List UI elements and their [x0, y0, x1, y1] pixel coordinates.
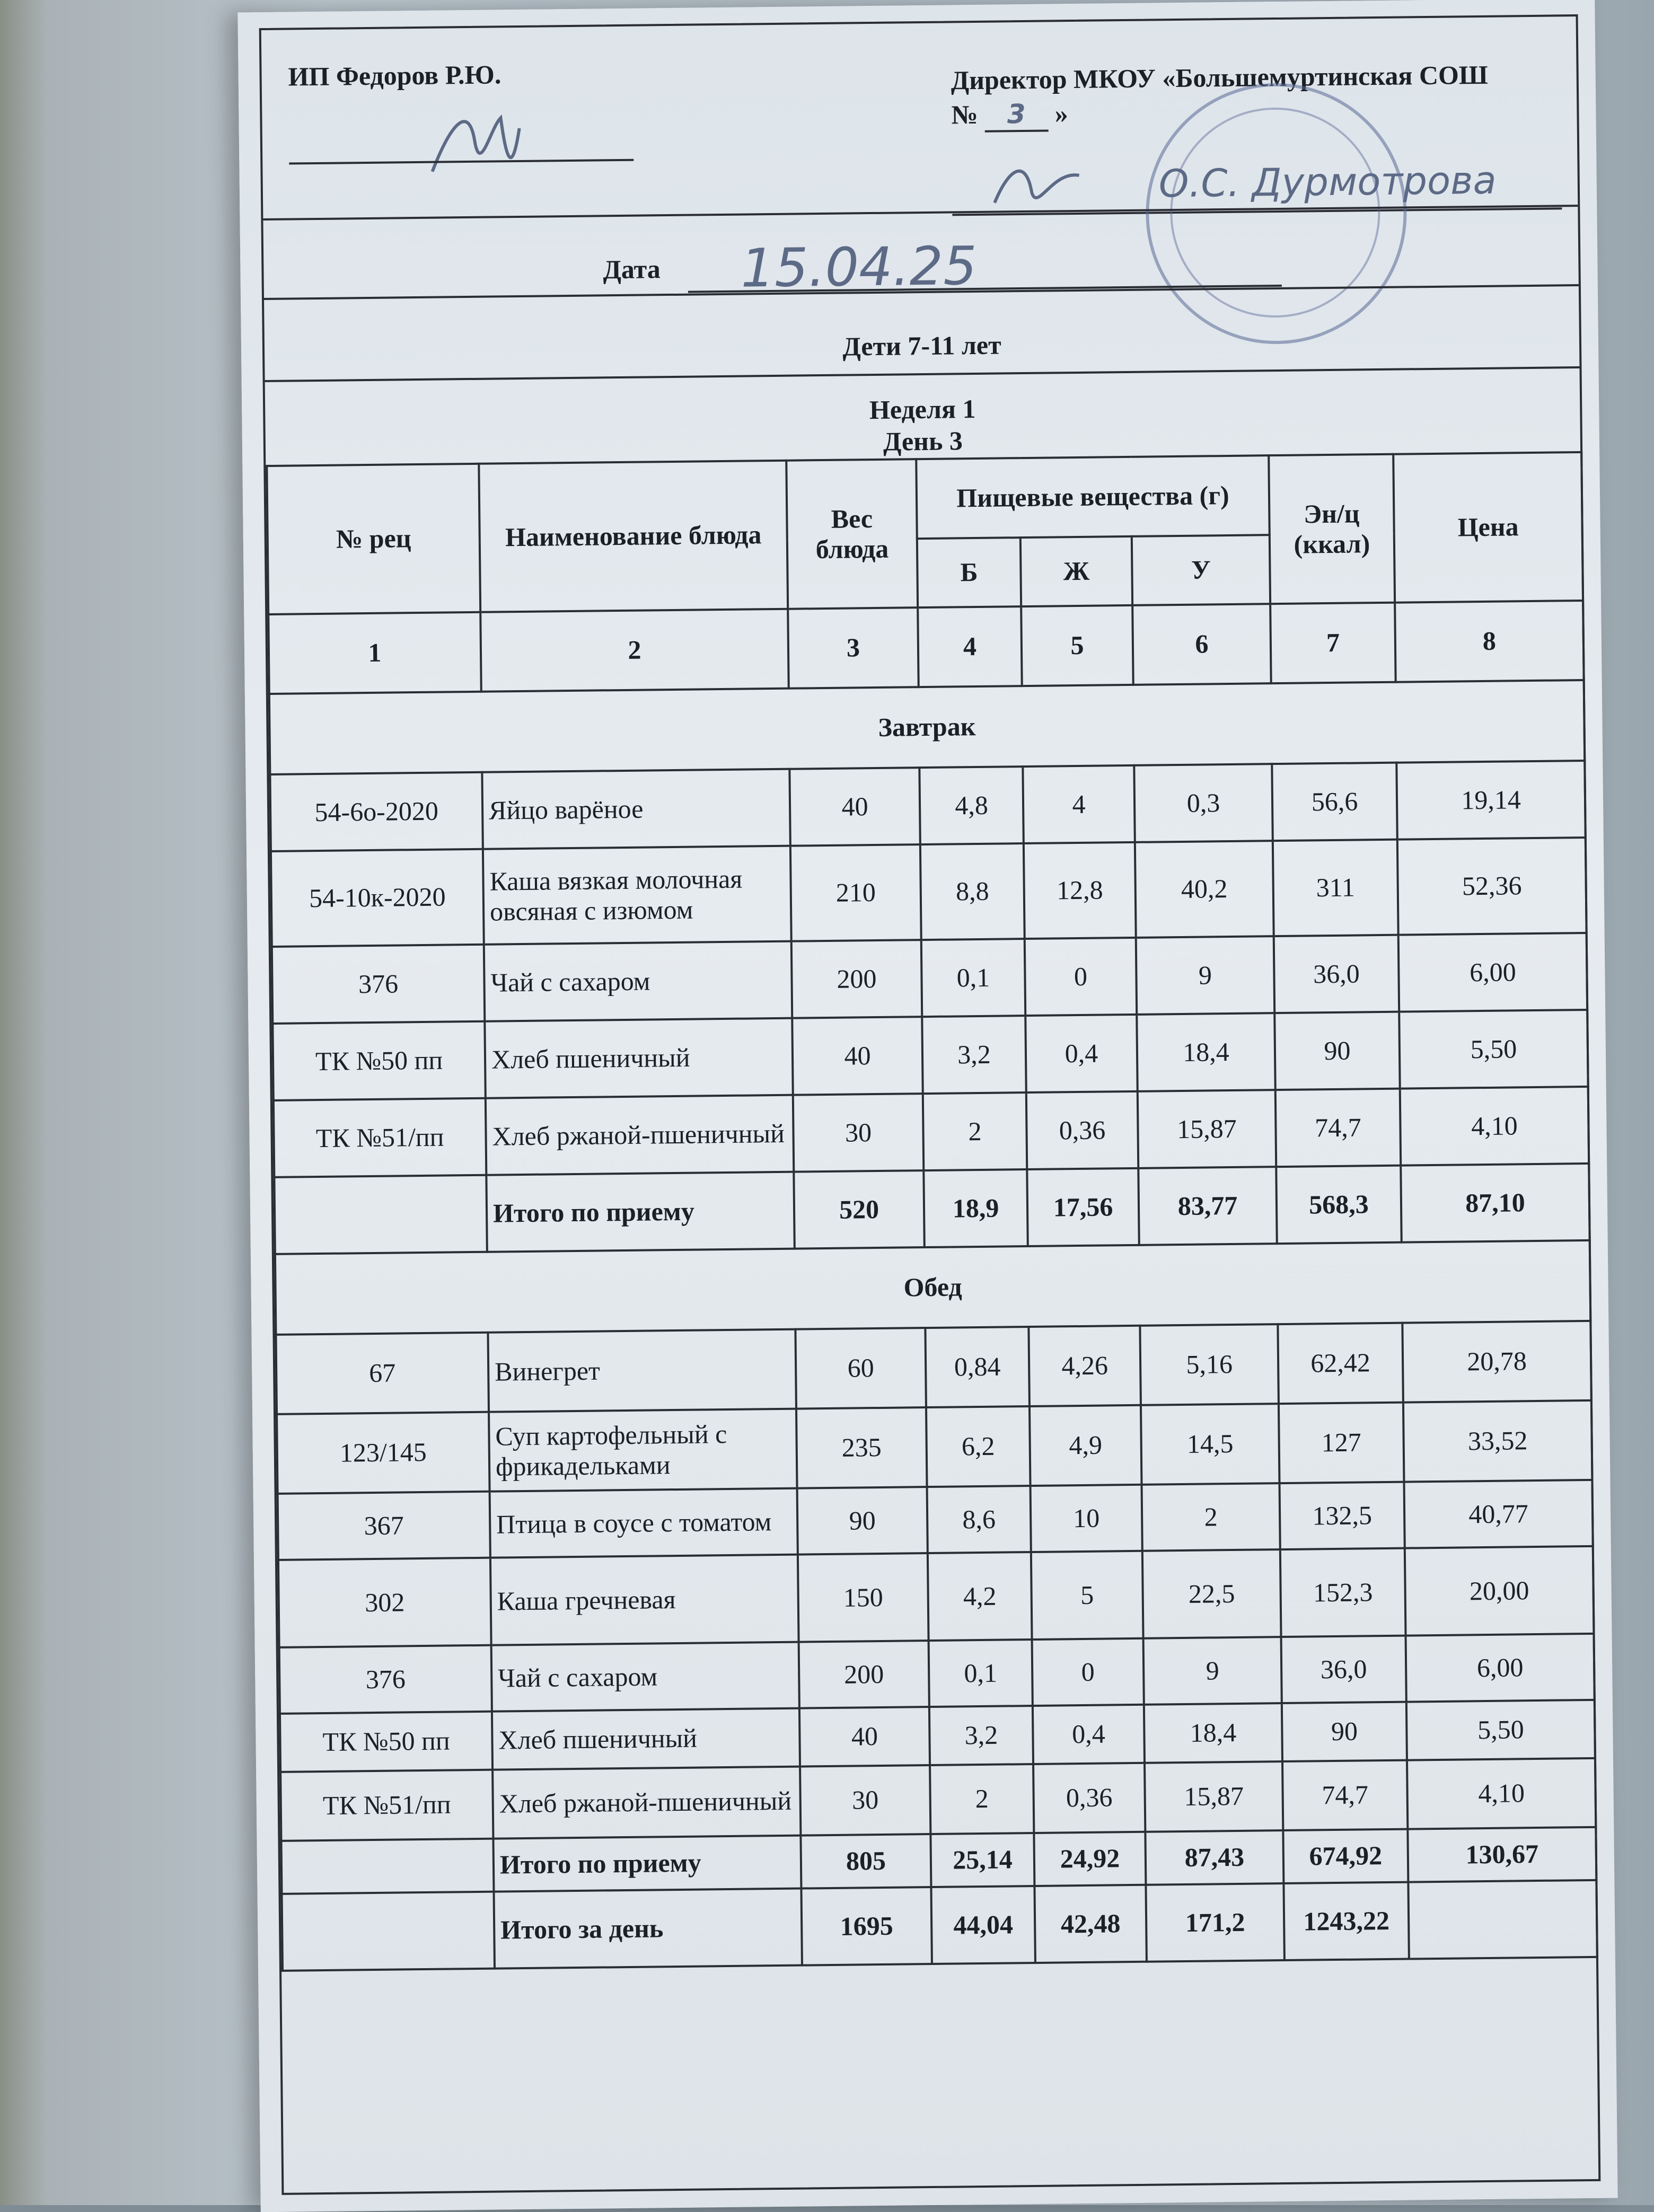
header-fat: Ж	[1020, 536, 1132, 606]
week-label: Неделя 1	[869, 393, 976, 425]
document-frame	[259, 14, 1601, 2195]
dish-energy: 127	[1279, 1403, 1404, 1483]
dish-carbs: 18,4	[1144, 1703, 1282, 1763]
dish-row	[274, 1087, 1589, 1177]
dish-price: 6,00	[1398, 933, 1587, 1012]
dish-row	[271, 838, 1587, 947]
dish-energy: 90	[1274, 1012, 1400, 1090]
recipe-number: 376	[279, 1645, 492, 1714]
header-recipe: № рец	[267, 464, 480, 614]
dish-price: 4,10	[1400, 1087, 1589, 1166]
total-energy: 568,3	[1276, 1166, 1402, 1244]
total-weight: 805	[800, 1834, 931, 1889]
total-price: 130,67	[1407, 1827, 1596, 1882]
total-protein: 18,9	[923, 1169, 1028, 1247]
day-total-label: Итого за день	[494, 1889, 802, 1969]
dish-fat: 0	[1032, 1638, 1144, 1706]
dish-fat: 0,4	[1025, 1015, 1138, 1092]
director-title: Директор МКОУ «Большемуртинская СОШ	[951, 59, 1489, 95]
director-name-handwritten: О.С. Дурмотрова	[1158, 157, 1497, 206]
header-protein: Б	[917, 537, 1021, 607]
dish-carbs: 2	[1142, 1483, 1280, 1551]
dish-price: 4,10	[1407, 1758, 1596, 1829]
recipe-number: 54-10к-2020	[271, 849, 484, 947]
dish-fat: 0,36	[1033, 1763, 1145, 1833]
dish-price: 52,36	[1397, 838, 1587, 935]
dish-name: Хлеб пшеничный	[485, 1018, 793, 1098]
header-weight: Вес блюда	[786, 459, 918, 609]
dish-protein: 6,2	[926, 1406, 1031, 1487]
supplier-name: ИП Федоров Р.Ю.	[288, 59, 502, 92]
dish-weight: 150	[798, 1553, 929, 1642]
dish-weight: 200	[791, 940, 922, 1018]
dish-name: Каша вязкая молочная овсяная с изюмом	[483, 846, 791, 945]
director-signature	[989, 154, 1085, 219]
dish-carbs: 18,4	[1137, 1013, 1275, 1091]
school-number-line	[951, 99, 1068, 133]
dish-protein: 3,2	[929, 1706, 1033, 1765]
dish-name: Хлеб ржаной-пшеничный	[492, 1767, 800, 1839]
dish-energy: 74,7	[1282, 1760, 1407, 1830]
day-total-weight: 1695	[801, 1887, 932, 1966]
column-number-row	[268, 601, 1583, 694]
total-label: Итого по приему	[486, 1172, 794, 1252]
breakfast-section-row	[269, 680, 1585, 774]
dish-protein: 0,1	[929, 1640, 1033, 1707]
day-total-price	[1408, 1880, 1597, 1959]
dish-price: 5,50	[1406, 1700, 1595, 1760]
official-stamp	[1145, 82, 1408, 345]
dish-name: Хлеб пшеничный	[492, 1708, 800, 1770]
dish-fat: 0,4	[1033, 1705, 1145, 1764]
header-price: Цена	[1393, 452, 1583, 603]
dish-name: Чай с сахаром	[484, 941, 792, 1021]
lunch-title: Обед	[275, 1240, 1590, 1335]
dish-name: Суп картофельный с фрикадельками	[489, 1409, 797, 1492]
dish-carbs: 9	[1136, 936, 1275, 1015]
lunch-section-row	[275, 1240, 1590, 1335]
day-total-energy: 1243,22	[1283, 1882, 1409, 1960]
day-total-protein: 44,04	[931, 1886, 1035, 1964]
day-total-carbs: 171,2	[1146, 1883, 1285, 1962]
header-dish-name: Наименование блюда	[479, 461, 788, 612]
dish-name: Каша гречневая	[490, 1555, 799, 1645]
dish-protein: 0,1	[921, 939, 1026, 1017]
dish-energy: 90	[1282, 1702, 1407, 1761]
dish-energy: 56,6	[1272, 763, 1397, 841]
col-num: 3	[788, 607, 919, 689]
dish-fat: 5	[1031, 1551, 1143, 1640]
dish-price: 20,00	[1405, 1546, 1594, 1636]
total-protein: 25,14	[930, 1833, 1034, 1887]
dish-weight: 210	[790, 844, 921, 941]
col-num: 7	[1270, 603, 1396, 683]
dish-price: 19,14	[1396, 761, 1585, 840]
menu-document	[237, 0, 1617, 2212]
recipe-number: ТК №51/пп	[274, 1098, 486, 1177]
dish-protein: 3,2	[922, 1016, 1026, 1094]
col-num: 8	[1395, 601, 1584, 682]
dish-carbs: 22,5	[1142, 1549, 1281, 1638]
dish-carbs: 15,87	[1138, 1090, 1277, 1168]
dish-price: 33,52	[1403, 1400, 1593, 1482]
dish-weight: 60	[795, 1328, 926, 1409]
dish-row	[272, 1010, 1588, 1100]
dish-energy: 152,3	[1280, 1548, 1406, 1637]
dish-weight: 40	[799, 1707, 930, 1767]
dish-fat: 0	[1025, 938, 1137, 1016]
dish-fat: 4,26	[1028, 1326, 1141, 1406]
col-num: 2	[480, 609, 789, 692]
dish-weight: 30	[793, 1094, 924, 1172]
dish-weight: 200	[799, 1641, 929, 1708]
dish-carbs: 14,5	[1141, 1404, 1280, 1485]
dish-fat: 0,36	[1026, 1091, 1139, 1169]
dish-energy: 36,0	[1274, 935, 1400, 1013]
dish-fat: 4	[1023, 765, 1135, 843]
recipe-number: 54-6о-2020	[270, 772, 482, 851]
header-energy: Эн/ц (ккал)	[1269, 454, 1395, 604]
dish-protein: 4,8	[919, 766, 1024, 844]
dish-carbs: 0,3	[1134, 764, 1273, 842]
date-value: 15.04.25	[740, 234, 978, 299]
school-number-prefix: №	[951, 99, 978, 130]
date-label: Дата	[603, 254, 661, 285]
dish-fat: 12,8	[1024, 842, 1136, 939]
dish-protein: 4,2	[928, 1552, 1032, 1641]
dish-protein: 0,84	[925, 1327, 1030, 1407]
dish-row	[272, 933, 1587, 1024]
dish-name: Птица в соусе с томатом	[490, 1488, 798, 1558]
col-num: 1	[268, 612, 481, 694]
dish-row	[278, 1546, 1594, 1647]
dish-price: 20,78	[1402, 1321, 1591, 1403]
total-fat: 17,56	[1027, 1168, 1139, 1246]
total-fat: 24,92	[1034, 1832, 1146, 1886]
dish-carbs: 15,87	[1145, 1761, 1283, 1832]
dish-name: Яйцо варёное	[482, 769, 790, 849]
total-weight: 520	[794, 1170, 925, 1249]
school-number-suffix: »	[1054, 99, 1068, 129]
recipe-number: ТК №51/пп	[280, 1770, 493, 1841]
breakfast-total-row	[274, 1164, 1589, 1254]
dish-carbs: 5,16	[1140, 1324, 1279, 1405]
dish-fat: 10	[1031, 1485, 1142, 1552]
total-carbs: 83,77	[1138, 1167, 1277, 1245]
dish-protein: 2	[930, 1764, 1034, 1834]
day-total-row	[282, 1880, 1597, 1971]
menu-table	[266, 451, 1598, 1972]
day-total-fat: 42,48	[1034, 1885, 1147, 1963]
dish-name: Чай с сахаром	[491, 1642, 799, 1712]
recipe-number: ТК №50 пп	[272, 1021, 485, 1100]
col-num: 4	[918, 606, 1022, 687]
dish-energy: 132,5	[1280, 1482, 1405, 1549]
recipe-number: 367	[278, 1492, 490, 1560]
dish-row	[270, 761, 1585, 851]
dish-energy: 311	[1273, 840, 1398, 936]
dish-price: 6,00	[1406, 1634, 1595, 1702]
dish-protein: 8,6	[927, 1486, 1031, 1553]
school-number-value: 3	[984, 99, 1049, 133]
age-group-title: Дети 7-11 лет	[842, 330, 1001, 362]
breakfast-title: Завтрак	[269, 680, 1585, 774]
total-energy: 674,92	[1283, 1829, 1408, 1883]
supplier-signature	[421, 96, 528, 193]
lunch-rows	[276, 1321, 1596, 1841]
group-divider	[265, 366, 1580, 382]
dish-weight: 30	[800, 1765, 930, 1836]
dish-carbs: 9	[1143, 1637, 1282, 1705]
dish-row	[277, 1400, 1592, 1494]
dish-weight: 40	[789, 768, 920, 846]
total-carbs: 87,43	[1145, 1830, 1283, 1885]
dish-energy: 36,0	[1281, 1636, 1406, 1703]
dish-weight: 235	[796, 1407, 927, 1488]
col-num: 5	[1021, 605, 1133, 686]
dish-carbs: 40,2	[1135, 841, 1274, 938]
dish-name: Винегрет	[488, 1329, 796, 1412]
dish-fat: 4,9	[1030, 1405, 1142, 1486]
dish-weight: 90	[797, 1487, 928, 1555]
header-carbs: У	[1132, 535, 1270, 605]
header-nutrients: Пищевые вещества (г)	[916, 455, 1270, 539]
recipe-number: 123/145	[277, 1412, 490, 1494]
recipe-number: 302	[278, 1558, 491, 1647]
dish-row	[280, 1758, 1596, 1841]
dish-weight: 40	[792, 1017, 923, 1095]
dish-name: Хлеб ржаной-пшеничный	[486, 1095, 794, 1175]
breakfast-rows	[270, 761, 1589, 1177]
dish-price: 5,50	[1399, 1010, 1588, 1089]
dish-energy: 62,42	[1278, 1323, 1403, 1404]
total-price: 87,10	[1401, 1164, 1589, 1242]
dish-price: 40,77	[1404, 1480, 1593, 1548]
dish-protein: 8,8	[920, 843, 1025, 940]
dish-protein: 2	[923, 1092, 1027, 1170]
day-label: День 3	[883, 426, 963, 456]
recipe-number: 67	[276, 1333, 489, 1414]
recipe-number: 376	[272, 945, 485, 1024]
total-label: Итого по приему	[493, 1836, 801, 1892]
dish-energy: 74,7	[1275, 1089, 1401, 1167]
dish-row	[276, 1321, 1591, 1414]
col-num: 6	[1132, 604, 1271, 685]
recipe-number: ТК №50 пп	[280, 1712, 492, 1772]
